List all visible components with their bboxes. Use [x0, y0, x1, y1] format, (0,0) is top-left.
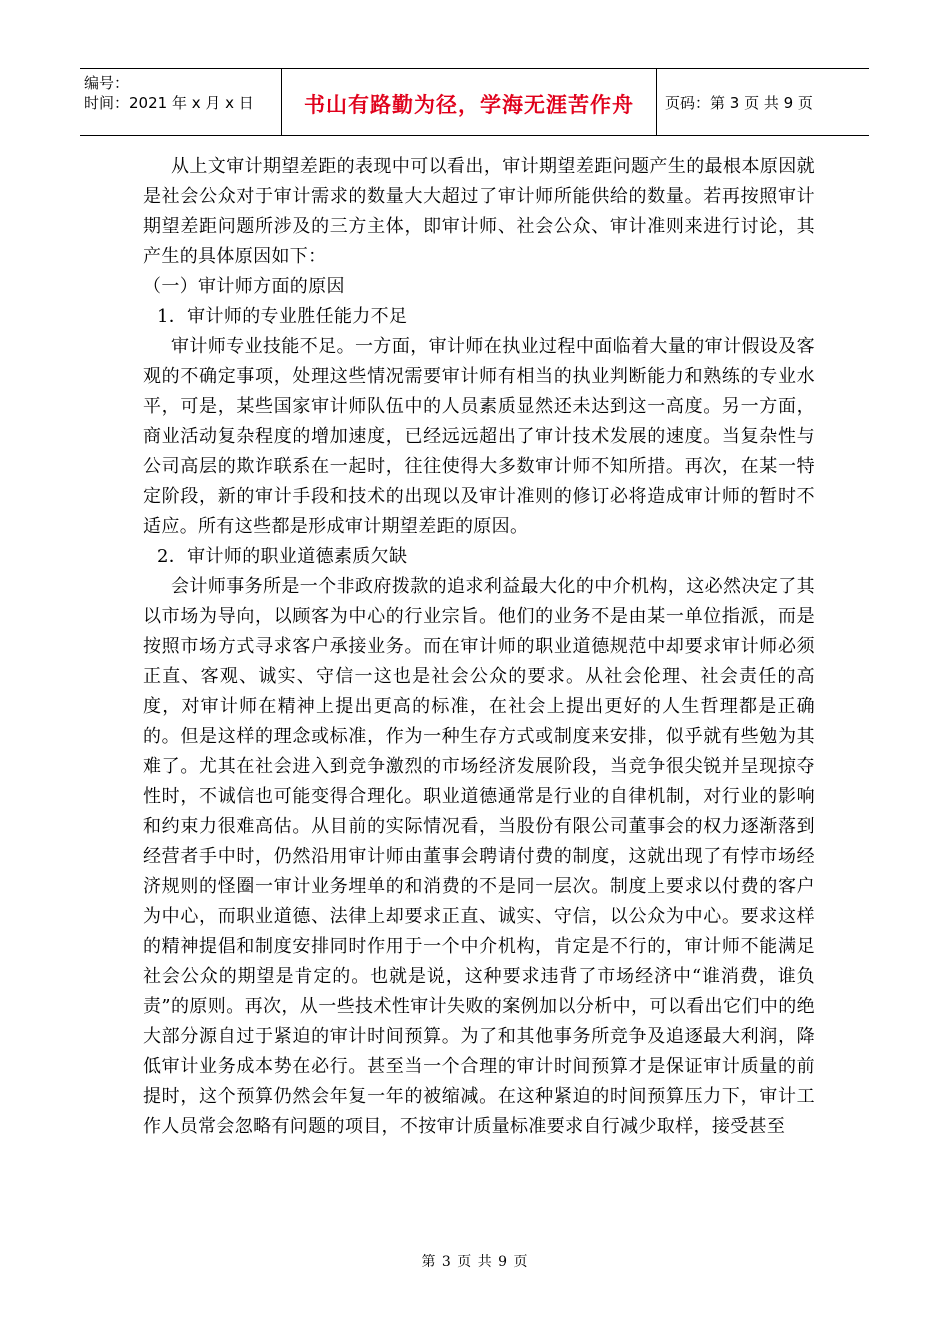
document-number-label: 编号： [84, 74, 130, 92]
document-date-label: 时间：2021 年 x 月 x 日 [84, 94, 254, 112]
header-motto: 书山有路勤为径，学海无涯苦作舟 [304, 93, 634, 117]
body-paragraph: 审计师专业技能不足。一方面，审计师在执业过程中面临着大量的审计假设及客观的不确定事项，处理这些情况需要审计师有相当的执业判断能力和熟练的专业水平，可是，某些国家审计师队伍中的人员素质显然还未达到这一高度。另一方面，商业活动复杂程度的增加速度，已经远远超出了审计技术发展的速度。当复杂性与公司高层的欺诈联系在一起时，往往使得大多数审计师不知所措。再次，在某一特定阶段，新的审计手段和技术的出现以及审计准则的修订必将造成审计师的暂时不适应。所有这些都是形成审计期望差距的原因。 [143, 336, 815, 537]
body-paragraph: 从上文审计期望差距的表现中可以看出，审计期望差距问题产生的最根本原因就是社会公众对于审计需求的数量大大超过了审计师所能供给的数量。若再按照审计期望差距问题所涉及的三方主体，即审计师、社会公众、审计准则来进行讨论，其产生的具体原因如下： [143, 156, 815, 267]
header-meta-cell [80, 69, 282, 135]
document-header [80, 68, 869, 136]
header-motto-cell [282, 69, 657, 135]
header-page-cell [657, 69, 869, 135]
subsection-heading: 2．审计师的职业道德素质欠缺 [157, 546, 408, 567]
document-body [143, 152, 815, 1142]
page-footer: 第 3 页 共 9 页 [421, 1254, 529, 1270]
body-paragraph: 会计师事务所是一个非政府拨款的追求利益最大化的中介机构，这必然决定了其以市场为导向，以顾客为中心的行业宗旨。他们的业务不是由某一单位指派，而是按照市场方式寻求客户承接业务。而在审计师的职业道德规范中却要求审计师必须正直、客观、诚实、守信一这也是社会公众的要求。从社会伦理、社会责任的高度，对审计师在精神上提出更高的标准，在社会上提出更好的人生哲理都是正确的。但是这样的理念或标准，作为一种生存方式或制度来安排，似乎就有些勉为其难了。尤其在社会进入到竞争激烈的市场经济发展阶段，当竞争很尖锐并呈现掠夺性时，不诚信也可能变得合理化。职业道德通常是行业的自律机制，对行业的影响和约束力很难高估。从目前的实际情况看，当股份有限公司董事会的权力逐渐落到经营者手中时，仍然沿用审计师由董事会聘请付费的制度，这就出现了有悖市场经济规则的怪圈一审计业务埋单的和消费的不是同一层次。制度上要求以付费的客户为中心，而职业道德、法律上却要求正直、诚实、守信，以公众为中心。要求这样的精神提倡和制度安排同时作用于一个中介机构，肯定是不行的，审计师不能满足社会公众的期望是肯定的。也就是说，这种要求违背了市场经济中“谁消费，谁负责”的原则。再次，从一些技术性审计失败的案例加以分析中，可以看出它们中的绝大部分源自过于紧迫的审计时间预算。为了和其他事务所竞争及追逐最大利润，降低审计业务成本势在必行。甚至当一个合理的审计时间预算才是保证审计质量的前提时，这个预算仍然会年复一年的被缩减。在这种紧迫的时间预算压力下，审计工作人员常会忽略有问题的项目，不按审计质量标准要求自行减少取样，接受甚至 [143, 576, 815, 1137]
subsection-heading: 1．审计师的专业胜任能力不足 [157, 306, 408, 327]
header-page-label: 页码：第 3 页 共 9 页 [665, 93, 813, 112]
section-heading: （一）审计师方面的原因 [143, 276, 345, 297]
